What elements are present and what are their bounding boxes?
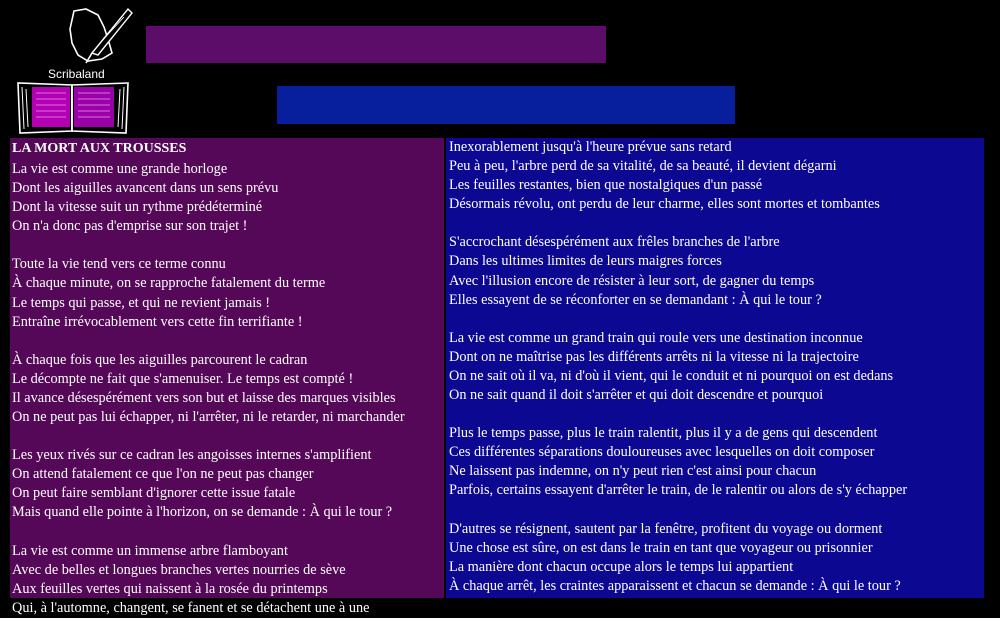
poem-line: Avec l'illusion encore de résister à leur sort, de gagner du temps [449, 272, 815, 289]
logo-title: Scribaland [48, 67, 105, 81]
poem-line: La vie est comme un grand train qui roule vers une destination inconnue [449, 329, 863, 346]
poem-line: Toute la vie tend vers ce terme connu [12, 256, 226, 273]
poem-line: Désormais révolu, ont perdu de leur charme, elles sont mortes et tombantes [449, 196, 880, 213]
poem-line: Entraîne irrévocablement vers cette fin terrifiante ! [12, 313, 303, 330]
stanza [449, 520, 984, 596]
stanza [12, 255, 444, 331]
stanza [449, 329, 984, 405]
poem-line: S'accrochant désespérément aux frêles branches de l'arbre [449, 234, 780, 251]
poem-line: On n'a donc pas d'emprise sur son trajet ! [12, 218, 248, 235]
stanza [12, 160, 444, 236]
poem-line: À chaque fois que les aiguilles parcourent le cadran [12, 351, 308, 368]
poem-line: Dont les aiguilles avancent dans un sens prévu [12, 180, 279, 197]
poem-line: Ces différentes séparations douloureuses avec lesquelles on doit composer [449, 444, 875, 461]
scribaland-logo[interactable] [8, 5, 138, 138]
poem-line: Elles essayent de se réconforter en se demandant : À qui le tour ? [449, 291, 822, 308]
poem-line: À chaque arrêt, les craintes apparaissent et chacun se demande : À qui le tour ? [449, 577, 901, 594]
poem-line: Ne laissent pas indemne, on n'y peut rien c'est ainsi pour chacun [449, 463, 817, 480]
stanza [12, 542, 444, 618]
poem-line: Mais quand elle pointe à l'horizon, on se demande : À qui le tour ? [12, 504, 393, 521]
poem-line: Parfois, certains essayent d'arrêter le train, de le ralentir ou alors de s'y échapper [449, 482, 908, 499]
poem-line: Il avance désespérément vers son but et laisse des marques visibles [12, 389, 396, 406]
poem-line: On attend fatalement ce que l'on ne peut pas changer [12, 466, 314, 483]
poem-line: Qui, à l'automne, changent, se fanent et se détachent une à une [12, 599, 370, 616]
poem-line: Le décompte ne fait que s'amenuiser. Le temps est compté ! [12, 370, 354, 387]
poem-line: La manière dont chacun occupe alors le temps lui appartient [449, 558, 794, 575]
poem-line: Une chose est sûre, on est dans le train en tant que voyageur ou prisonnier [449, 539, 873, 556]
poem-line: D'autres se résignent, sautent par la fenêtre, profitent du voyage ou dorment [449, 520, 883, 537]
stanza [449, 233, 984, 309]
poem-left-panel [10, 138, 444, 616]
poem-line: Le temps qui passe, et qui ne revient jamais ! [12, 294, 271, 311]
poem-line: Inexorablement jusqu'à l'heure prévue sans retard [449, 139, 732, 155]
secondary-banner [277, 86, 735, 124]
poem-line: Dont on ne maîtrise pas les différents arrêts ni la vitesse ni la trajectoire [449, 348, 859, 365]
stanza [12, 351, 444, 427]
poem-line: Les feuilles restantes, bien que nostalgiques d'un passé [449, 177, 763, 194]
poem-line: On ne peut pas lui échapper, ni l'arrêter, ni le retarder, ni marchander [12, 409, 405, 426]
top-banner [146, 26, 606, 63]
poem-line: On ne sait quand il doit s'arrêter et qui doit descendre et pourquoi [449, 387, 824, 404]
poem-line: On ne sait où il va, ni d'où il vient, qui le conduit et ni pourquoi on est dedans [449, 367, 894, 384]
poem-line: Dont la vitesse suit un rythme prédéterminé [12, 199, 263, 216]
poem-line: Peu à peu, l'arbre perd de sa vitalité, de sa beauté, il devient dégarni [449, 158, 837, 175]
poem-line: À chaque minute, on se rapproche fatalement du terme [12, 275, 326, 292]
poem-line: La vie est comme une grande horloge [12, 161, 228, 177]
poem-line: Aux feuilles vertes qui naissent à la rosée du printemps [12, 580, 328, 597]
stanza [449, 138, 984, 214]
poem-line: Plus le temps passe, plus le train ralentit, plus il y a de gens qui descendent [449, 425, 878, 442]
poem-title: LA MORT AUX TROUSSES [12, 141, 187, 156]
poem-right-panel [446, 138, 984, 598]
poem-line: On peut faire semblant d'ignorer cette issue fatale [12, 485, 296, 502]
stanza [449, 424, 984, 500]
poem-line: Les yeux rivés sur ce cadran les angoisses internes s'amplifient [12, 447, 372, 464]
poem-line: Avec de belles et longues branches vertes nourries de sève [12, 561, 346, 578]
poem-line: La vie est comme un immense arbre flamboyant [12, 542, 288, 559]
poem-line: Dans les ultimes limites de leurs maigres forces [449, 253, 722, 270]
stanza [12, 446, 444, 522]
